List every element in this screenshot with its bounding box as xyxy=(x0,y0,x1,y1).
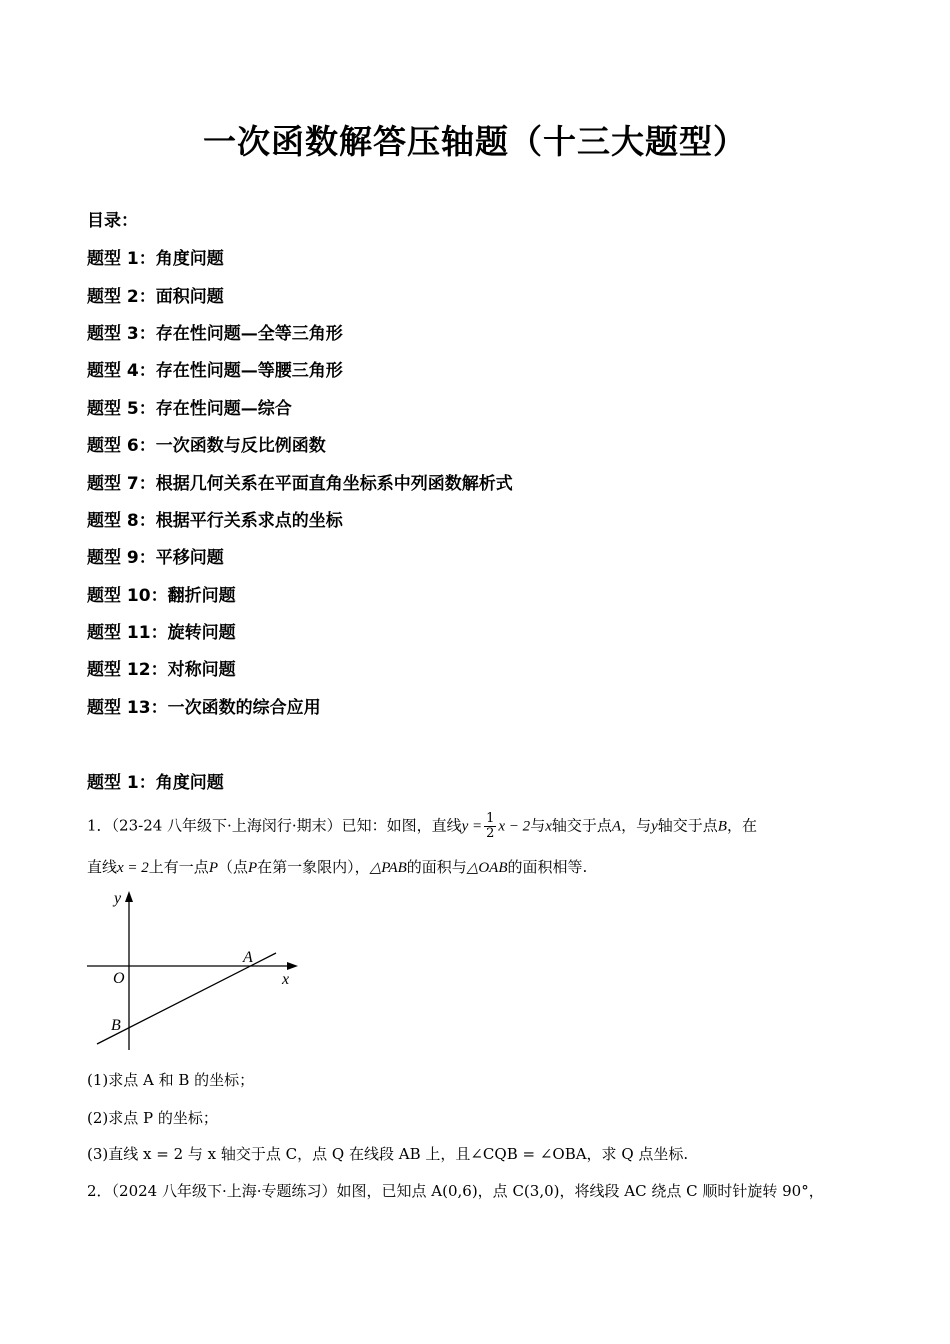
q1-eq-lhs: y = xyxy=(461,818,483,835)
toc-item-9: 题型 9：平移问题 xyxy=(87,548,224,568)
toc-item-5: 题型 5：存在性问题—综合 xyxy=(87,399,292,419)
q1-eq-rhs: x − 2 xyxy=(498,818,531,835)
q1-text: 的面积相等. xyxy=(507,858,588,876)
label-a: A xyxy=(243,949,253,966)
line-ab xyxy=(97,953,276,1044)
fraction-denominator: 2 xyxy=(486,826,495,841)
question-2: 2．（2024 八年级下·上海·专题练习）如图，已知点 A(0,6)，点 C(3,0)，将线段 AC 绕点 C 顺时针旋转 90°， xyxy=(87,1182,824,1200)
q1-var-x: x xyxy=(545,818,552,835)
q1-text: 直线 xyxy=(87,858,118,876)
q1-text: 在第一象限内）， xyxy=(257,858,370,876)
x-axis-arrow xyxy=(287,962,298,970)
q1-point-b: B xyxy=(717,818,727,835)
q1-text: 的面积与 xyxy=(406,858,467,876)
toc-item-13: 题型 13：一次函数的综合应用 xyxy=(87,698,321,718)
q1-point-a: A xyxy=(611,818,622,835)
toc-item-8: 题型 8：根据平行关系求点的坐标 xyxy=(87,511,343,531)
q1-prefix: 1．（23-24 八年级下·上海闵行·期末）已知：如图，直线 xyxy=(87,816,462,835)
toc-item-12: 题型 12：对称问题 xyxy=(87,660,236,680)
toc-item-6: 题型 6：一次函数与反比例函数 xyxy=(87,436,326,456)
q1-triangle-oab: △OAB xyxy=(466,860,508,876)
q1-text: 轴交于点 xyxy=(551,816,612,835)
sub-question-1: (1)求点 A 和 B 的坐标； xyxy=(87,1071,255,1089)
label-origin: O xyxy=(113,970,125,987)
page-title: 一次函数解答压轴题（十三大题型） xyxy=(203,122,747,161)
toc-item-7: 题型 7：根据几何关系在平面直角坐标系中列函数解析式 xyxy=(87,474,513,494)
section-heading: 题型 1：角度问题 xyxy=(87,773,224,793)
q1-point-p: P xyxy=(248,860,258,876)
q1-triangle-pab: △PAB xyxy=(369,860,407,876)
sub-question-3: (3)直线 x = 2 与 x 轴交于点 C，点 Q 在线段 AB 上，且∠CQB = ∠OBA，求 Q 点坐标. xyxy=(87,1145,689,1163)
q1-text: 与 xyxy=(530,816,546,835)
label-b: B xyxy=(111,1017,121,1034)
toc-item-10: 题型 10：翻折问题 xyxy=(87,586,236,606)
label-y: y xyxy=(114,890,122,907)
toc-item-2: 题型 2：面积问题 xyxy=(87,287,224,307)
q1-text: 轴交于点 xyxy=(657,816,718,835)
toc-item-1: 题型 1：角度问题 xyxy=(87,249,224,269)
q1-var-y: y xyxy=(651,818,658,835)
toc-item-4: 题型 4：存在性问题—等腰三角形 xyxy=(87,361,343,381)
q1-text: 上有一点 xyxy=(148,858,209,876)
fraction-numerator: 1 xyxy=(486,811,495,826)
coordinate-graph xyxy=(80,885,310,1055)
label-x: x xyxy=(282,971,290,988)
y-axis-arrow xyxy=(125,891,133,902)
q1-fraction xyxy=(484,812,496,841)
toc-item-11: 题型 11：旋转问题 xyxy=(87,623,236,643)
sub-question-2: (2)求点 P 的坐标； xyxy=(87,1109,218,1127)
q1-text: （点 xyxy=(217,858,248,876)
toc-item-3: 题型 3：存在性问题—全等三角形 xyxy=(87,324,343,344)
q1-eq-x2: x = 2 xyxy=(117,860,149,876)
question-1-line-2 xyxy=(87,857,587,878)
q1-point-p: P xyxy=(208,860,218,876)
toc-label: 目录： xyxy=(87,211,138,231)
q1-text: ，与 xyxy=(621,816,652,835)
question-1-line-1 xyxy=(87,812,757,841)
q1-text: ，在 xyxy=(726,816,757,835)
